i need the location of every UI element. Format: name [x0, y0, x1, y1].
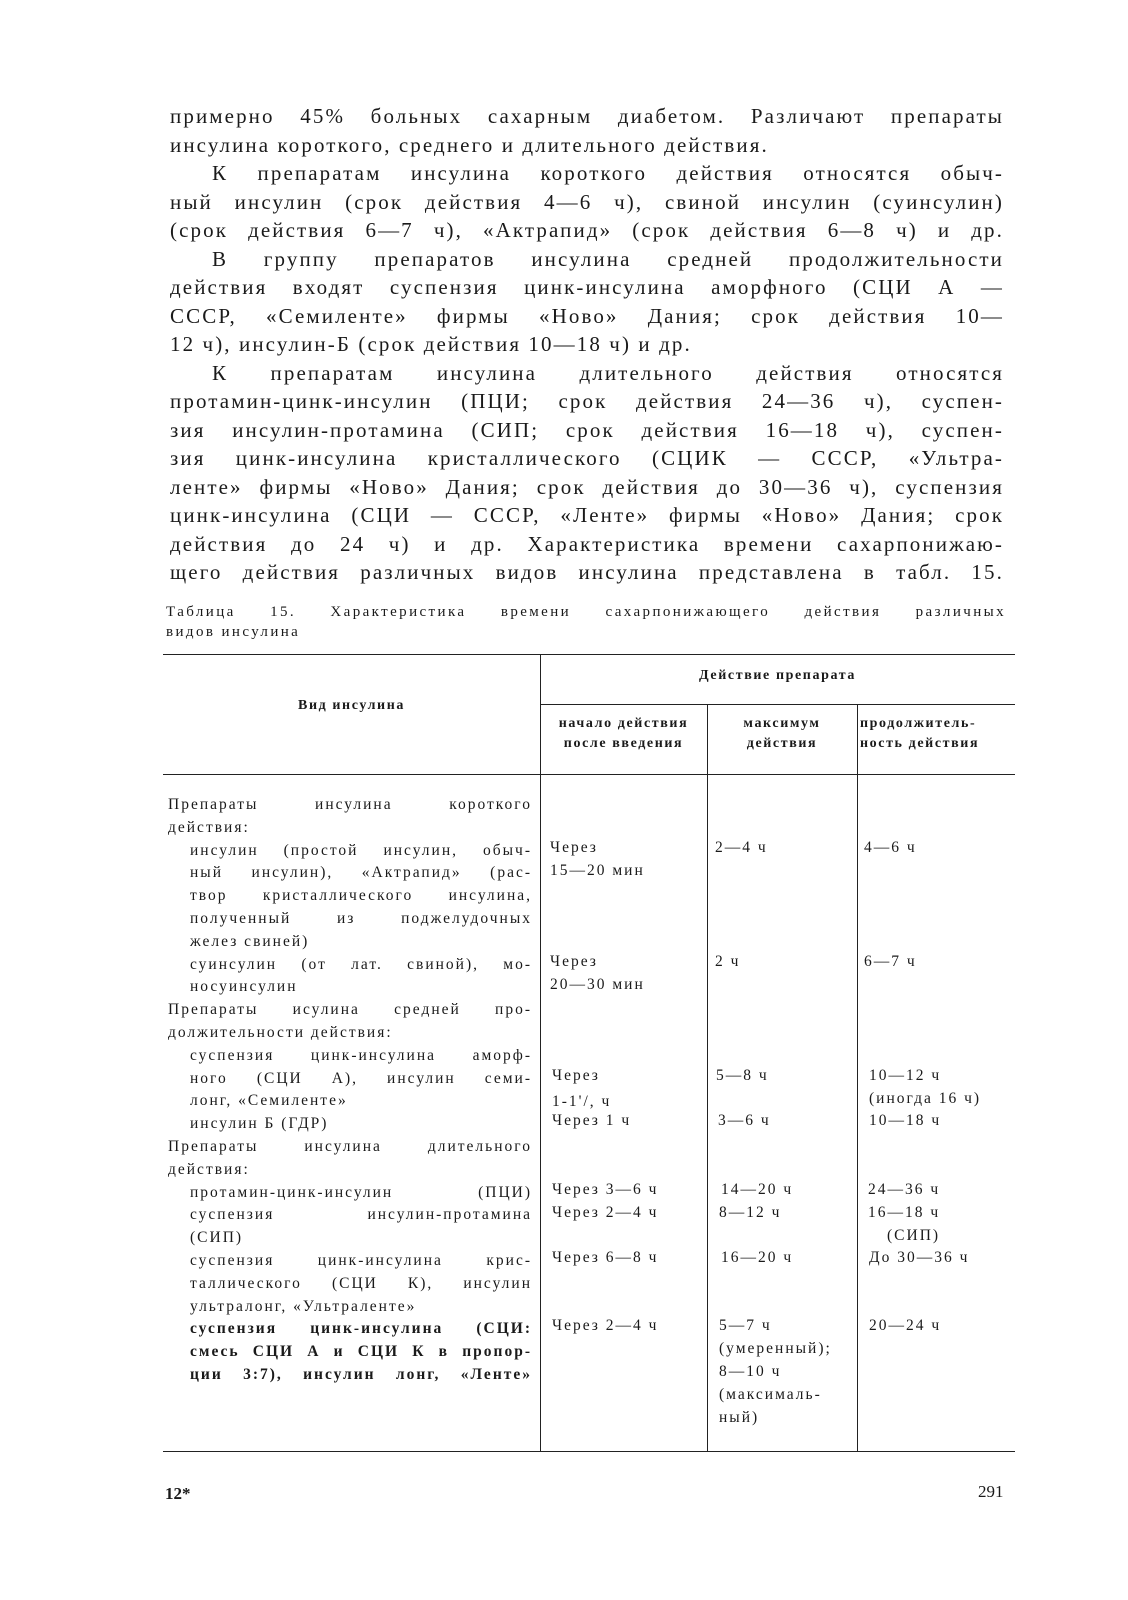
text-line: К препаратам инсулина короткого действия относятся обыч-: [212, 161, 1004, 185]
text-line: инсулина короткого, среднего и длительного действия.: [170, 132, 769, 157]
text-line: ный инсулин (срок действия 4—6 ч), свиной инсулин (суинсулин): [170, 189, 1004, 214]
text-line: ленте» фирмы «Ново» Дания; срок действия до 30—36 ч), суспензия: [170, 474, 1004, 499]
header-bottom-rule: [163, 774, 1015, 775]
caption-line: Таблица 15. Характеристика времени сахарпонижающего действия различных: [166, 604, 1006, 620]
group-title: Препараты исулина средней про-: [168, 1001, 532, 1019]
max-cell: 5—8 ч: [716, 1067, 769, 1084]
duration-cell: (СИП): [887, 1227, 941, 1244]
header-duration-line: ность действия: [860, 736, 980, 751]
group-title: Препараты инсулина короткого: [168, 796, 532, 813]
text-line: зия инсулин-протамина (СИП; срок действия 16—18 ч), суспен-: [170, 417, 1004, 442]
max-cell: 5—7 ч: [719, 1317, 772, 1334]
header-maximum-line: действия: [746, 736, 818, 751]
header-onset-line: начало действия: [558, 716, 689, 731]
duration-cell: (иногда 16 ч): [869, 1090, 982, 1107]
header-insulin-type: Вид инсулина: [298, 698, 405, 713]
text-line: протамин-цинк-инсулин (ПЦИ; срок действия 24—36 ч), суспен-: [170, 389, 1004, 413]
max-cell: (максималь-: [719, 1386, 822, 1403]
header-duration: [857, 714, 1018, 754]
page-number: 291: [978, 1482, 1004, 1501]
onset-cell: Через: [552, 1067, 600, 1084]
onset-cell: Через 2—4 ч: [552, 1317, 659, 1334]
column-divider: [540, 654, 541, 1452]
insulin-name: ции 3:7), инсулин лонг, «Ленте»: [190, 1365, 532, 1383]
text-line: СССР, «Семиленте» фирмы «Ново» Дания; срок действия 10—: [170, 303, 1004, 328]
text-line: щего действия различных видов инсулина представлена в табл. 15.: [170, 560, 1004, 584]
max-cell: 3—6 ч: [718, 1112, 771, 1129]
insulin-name: протамин-цинк-инсулин (ПЦИ): [190, 1183, 532, 1201]
insulin-name: таллического (СЦИ К), инсулин: [190, 1274, 532, 1292]
header-maximum-line: максимум: [743, 716, 821, 731]
insulin-name: суинсулин (от лат. свиной), мо-: [190, 955, 532, 973]
text-line: зия цинк-инсулина кристаллического (СЦИК — СССР, «Ультра-: [170, 446, 1004, 470]
insulin-name: ультралонг, «Ультраленте»: [190, 1297, 417, 1315]
max-cell: 8—12 ч: [719, 1204, 782, 1221]
insulin-name: (СИП): [190, 1229, 244, 1247]
text-line: (срок действия 6—7 ч), «Актрапид» (срок действия 6—8 ч) и др.: [170, 218, 1004, 242]
column-divider: [857, 704, 858, 1452]
onset-cell: Через 2—4 ч: [552, 1204, 659, 1221]
insulin-name: суспензия цинк-инсулина аморф-: [190, 1046, 532, 1064]
onset-cell: Через: [550, 839, 598, 856]
onset-cell: 20—30 мин: [550, 976, 645, 993]
duration-cell: 24—36 ч: [868, 1181, 941, 1198]
insulin-name: полученный из поджелудочных: [190, 909, 532, 927]
insulin-name: суспензия цинк-инсулина крис-: [190, 1251, 532, 1269]
duration-cell: 16—18 ч: [868, 1204, 941, 1221]
insulin-name: носуинсулин: [190, 978, 298, 996]
insulin-table: [163, 654, 1015, 1452]
text-line: действия до 24 ч) и др. Характеристика времени сахарпонижаю-: [170, 531, 1004, 556]
max-cell: 2—4 ч: [715, 839, 768, 856]
duration-cell: 10—18 ч: [869, 1112, 942, 1129]
text-line: примерно 45% больных сахарным диабетом. Различают препараты: [170, 104, 1004, 128]
text-line: 12 ч), инсулин-Б (срок действия 10—18 ч) и др.: [170, 332, 692, 356]
insulin-name: суспензия цинк-инсулина (СЦИ:: [190, 1320, 532, 1338]
max-cell: (умеренный);: [719, 1340, 832, 1357]
text-line: цинк-инсулина (СЦИ — СССР, «Ленте» фирмы «Ново» Дания; срок: [170, 503, 1004, 527]
onset-cell: Через 1 ч: [552, 1112, 632, 1129]
insulin-name: смесь СЦИ А и СЦИ К в пропор-: [190, 1343, 532, 1361]
onset-cell: Через: [550, 953, 598, 970]
group-title: должительности действия:: [168, 1023, 393, 1041]
insulin-type-column: [168, 794, 532, 1387]
group-title: действия:: [168, 818, 250, 836]
insulin-name: лонг, «Семиленте»: [190, 1092, 348, 1110]
max-cell: 8—10 ч: [719, 1363, 782, 1380]
duration-cell: 6—7 ч: [864, 953, 917, 970]
duration-cell: До 30—36 ч: [869, 1249, 970, 1266]
onset-cell: 15—20 мин: [550, 862, 645, 879]
insulin-name: инсулин Б (ГДР): [190, 1115, 329, 1133]
duration-cell: 10—12 ч: [869, 1067, 942, 1084]
insulin-name: твор кристаллического инсулина,: [190, 887, 532, 905]
duration-cell: 20—24 ч: [869, 1317, 942, 1334]
onset-cell: Через 6—8 ч: [552, 1249, 659, 1266]
group-title: действия:: [168, 1160, 250, 1178]
max-cell: 2 ч: [715, 953, 741, 970]
duration-cell: 4—6 ч: [864, 839, 917, 856]
max-cell: 16—20 ч: [721, 1249, 794, 1266]
column-divider: [707, 704, 708, 1452]
group-title: Препараты инсулина длительного: [168, 1137, 532, 1155]
table-bottom-rule: [163, 1451, 1015, 1452]
insulin-name: ный инсулин), «Актрапид» (рас-: [190, 864, 532, 882]
header-action-group: Действие препарата: [699, 668, 856, 683]
header-maximum: [707, 714, 857, 754]
text-line: К препаратам инсулина длительного действия относятся: [212, 360, 1004, 385]
table-caption: [166, 602, 1006, 642]
insulin-name: ного (СЦИ А), инсулин семи-: [190, 1069, 532, 1087]
insulin-name: суспензия инсулин-протамина: [190, 1206, 532, 1224]
onset-cell: Через 3—6 ч: [552, 1181, 659, 1198]
insulin-name: инсулин (простой инсулин, обыч-: [190, 841, 532, 859]
onset-cell: 1-1'/, ч: [552, 1093, 612, 1110]
signature-mark: 12*: [165, 1484, 191, 1503]
text-line: В группу препаратов инсулина средней продолжительности: [212, 246, 1004, 271]
max-cell: 14—20 ч: [721, 1181, 794, 1198]
header-duration-line: продолжитель-: [860, 716, 977, 731]
subheader-rule: [540, 704, 1015, 705]
caption-line: видов инсулина: [166, 624, 301, 640]
body-text: [170, 102, 1004, 587]
max-cell: ный): [719, 1409, 760, 1426]
table-top-rule: [163, 654, 1015, 655]
text-line: действия входят суспензия цинк-инсулина аморфного (СЦИ А —: [170, 275, 1004, 299]
header-onset-line: после введения: [563, 736, 684, 751]
header-onset: [540, 714, 707, 754]
insulin-name: желез свиней): [190, 932, 310, 950]
